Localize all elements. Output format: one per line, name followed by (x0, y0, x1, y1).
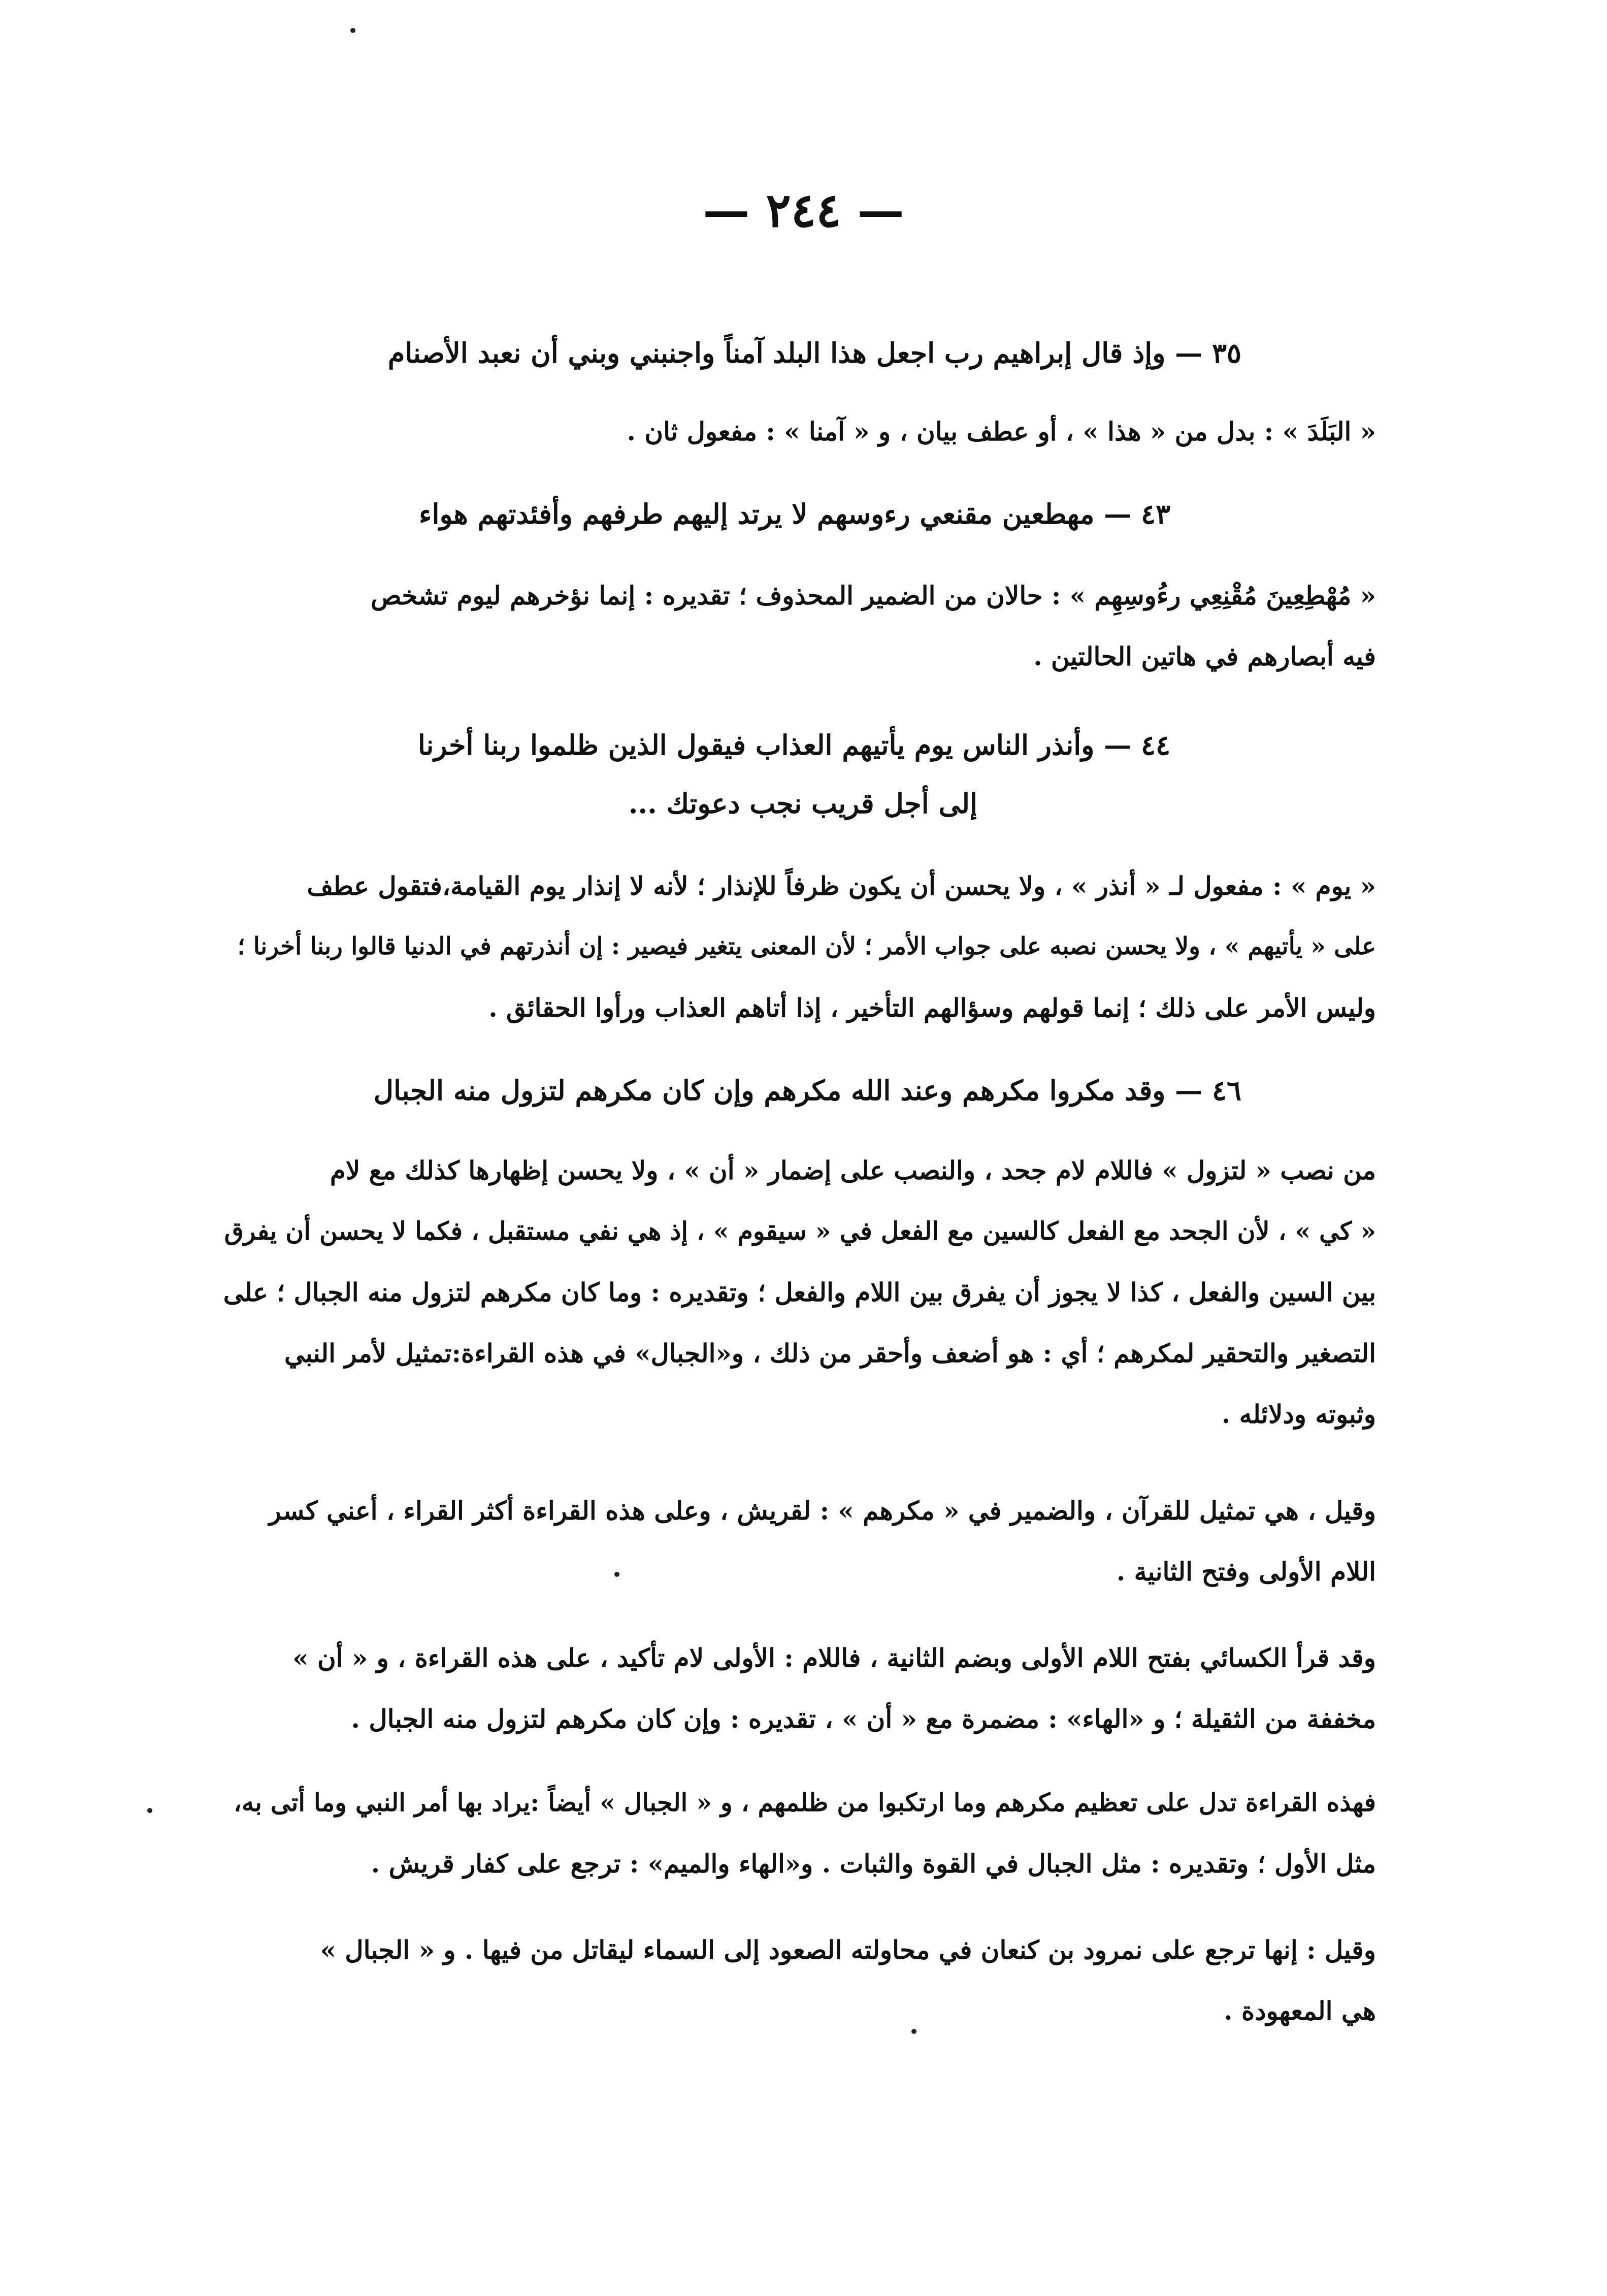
verse-43: ٤٣ — مهطعين مقنعي رءوسهم لا يرتد إليهم طرفهم وأفئدتهم هواء (419, 498, 1170, 530)
scan-speck (147, 1808, 152, 1813)
commentary-line: وثبوته ودلائله . (1221, 1399, 1376, 1429)
commentary-line: بين السين والفعل ، كذا لا يجوز أن يفرق بين اللام والفعل ؛ وتقديره : وما كان مكرهم لتزول منه الجبال ؛ على (223, 1277, 1376, 1307)
verse-44: ٤٤ — وأنذر الناس يوم يأتيهم العذاب فيقول الذين ظلموا ربنا أخرنا (417, 729, 1170, 761)
commentary-line: اللام الأولى وفتح الثانية . (1116, 1557, 1376, 1587)
scan-speck (350, 28, 355, 33)
verse-44-continuation: إلى أجل قريب نجب دعوتك ... (628, 787, 977, 820)
scan-speck (911, 2029, 916, 2034)
commentary-line: هي المعهودة . (1224, 1996, 1376, 2026)
page-number: — ٢٤٤ — (703, 183, 904, 238)
commentary-line: وقيل ، هي تمثيل للقرآن ، والضمير في « مكرهم » : لقريش ، وعلى هذه القراءة أكثر القراء ، أعني كسر (269, 1496, 1376, 1526)
commentary-line: « كي » ، لأن الجحد مع الفعل كالسين مع الفعل في « سيقوم » ، إذ هي نفي مستقبل ، فكما لا يحسن أن يفرق (224, 1216, 1376, 1246)
commentary-line: من نصب « لتزول » فاللام لام جحد ، والنصب على إضمار « أن » ، ولا يحسن إظهارها كذلك مع لام (330, 1155, 1376, 1185)
commentary-line: وقد قرأ الكسائي بفتح اللام الأولى وبضم الثانية ، فاللام : الأولى لام تأكيد ، على هذه القراءة ، و « أن » (292, 1643, 1376, 1673)
commentary-line: مثل الأول ؛ وتقديره : مثل الجبال في القوة والثبات . و«الهاء والميم» : ترجع على كفار قريش . (371, 1849, 1376, 1879)
verse-35: ٣٥ — وإذ قال إبراهيم رب اجعل هذا البلد آمناً واجنبني وبني أن نعبد الأصنام (387, 337, 1241, 369)
commentary-line: فيه أبصارهم في هاتين الحالتين . (1033, 641, 1376, 671)
verse-46: ٤٦ — وقد مكروا مكرهم وعند الله مكرهم وإن كان مكرهم لتزول منه الجبال (373, 1074, 1241, 1107)
scan-speck (614, 1572, 619, 1577)
commentary-line: « مُهْطِعِينَ مُقْنِعِي رءُوسِهِم » : حالان من الضمير المحذوف ؛ تقديره : إنما نؤخرهم ليوم تشخص (371, 580, 1376, 610)
commentary-line: التصغير والتحقير لمكرهم ؛ أي : هو أضعف وأحقر من ذلك ، و«الجبال» في هذه القراءة:تمثيل لأمر النبي (284, 1338, 1376, 1368)
commentary-line: « البَلَدَ » : بدل من « هذا » ، أو عطف بيان ، و « آمنا » : مفعول ثان . (627, 416, 1376, 446)
commentary-line: « يوم » : مفعول لـ « أنذر » ، ولا يحسن أن يكون ظرفاً للإنذار ؛ لأنه لا إنذار يوم القيامة،فتقول عطف (307, 871, 1376, 901)
commentary-line: وقيل : إنها ترجع على نمرود بن كنعان في محاولته الصعود إلى السماء ليقاتل من فيها . و « الجبال » (320, 1935, 1376, 1965)
commentary-line: وليس الأمر على ذلك ؛ إنما قولهم وسؤالهم التأخير ، إذا أتاهم العذاب ورأوا الحقائق . (488, 993, 1376, 1023)
commentary-line: فهذه القراءة تدل على تعظيم مكرهم وما ارتكبوا من ظلمهم ، و « الجبال » أيضاً :يراد بها أمر النبي وما أتى به، (234, 1788, 1376, 1817)
commentary-line: مخففة من الثقيلة ؛ و «الهاء» : مضمرة مع « أن » ، تقديره : وإن كان مكرهم لتزول منه الجبال . (351, 1704, 1376, 1734)
commentary-line: على « يأتيهم » ، ولا يحسن نصبه على جواب الأمر ؛ لأن المعنى يتغير فيصير : إن أنذرتهم في الدنيا قالوا ربنا أخرنا ؛ (237, 932, 1376, 960)
